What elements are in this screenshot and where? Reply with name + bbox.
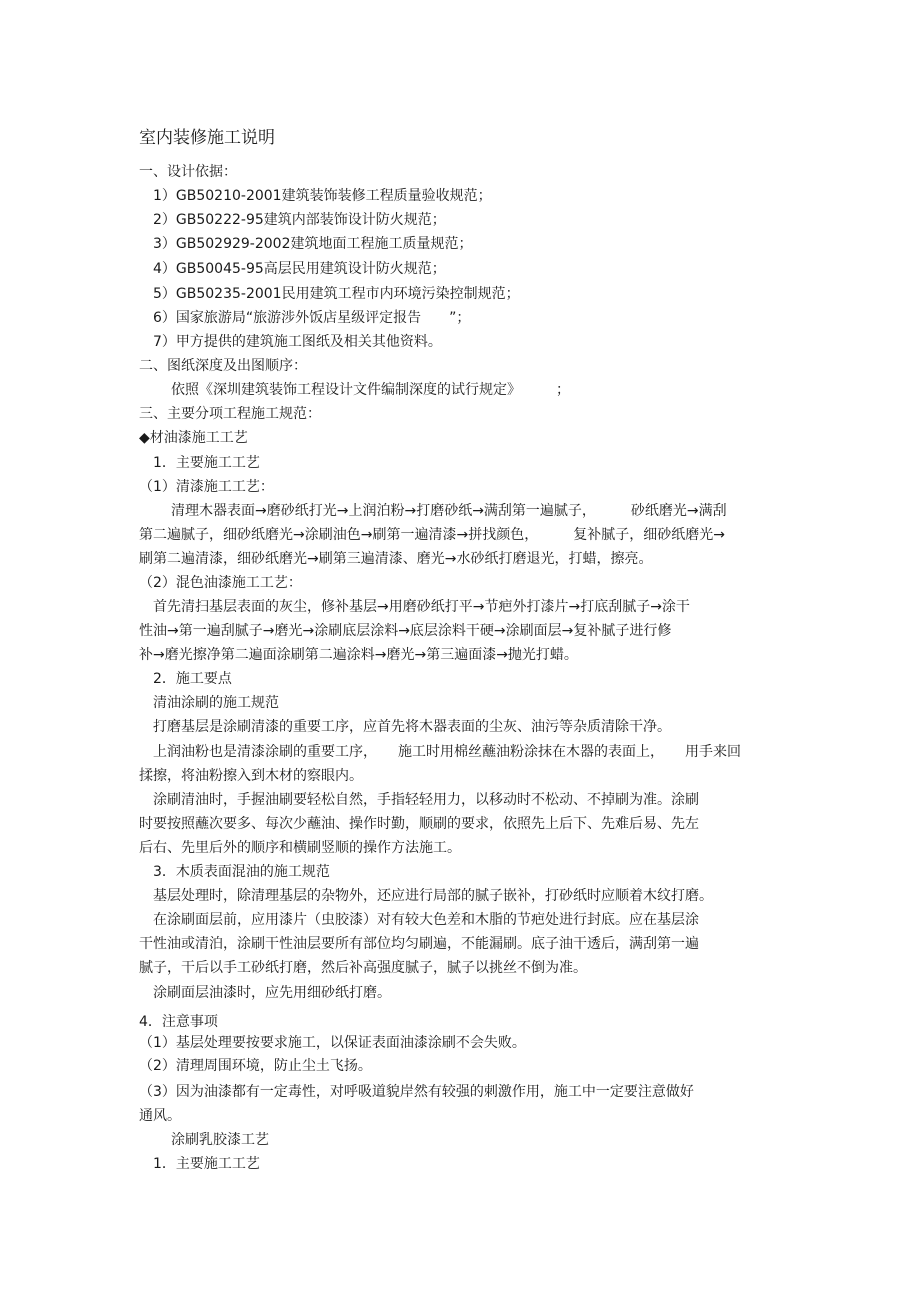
subsection-heading: （2）混色油漆施工工艺：	[139, 575, 302, 591]
section-heading: 二、图纸深度及出图顺序：	[139, 358, 307, 374]
subsection-heading: 清油涂刷的施工规范	[153, 695, 279, 711]
paragraph-line: 打磨基层是涂刷清漆的重要工序，应首先将木器表面的尘灰、油污等杂质清除干净。	[153, 719, 671, 735]
paragraph-line: 补→磨光擦净第二遍面涂刷第二遍涂料→磨光→第三遍面漆→抛光打蜡。	[139, 647, 578, 663]
paragraph-line: 第二遍腻子，细砂纸磨光→涂刷油色→刷第一遍清漆→拼找颜色， 复补腻子，细砂纸磨光→	[139, 527, 725, 543]
document-title: 室内装修施工说明	[139, 128, 275, 148]
paragraph-line: 在涂刷面层前，应用漆片（虫胶漆）对有较大色差和木脂的节疤处进行封底。应在基层涂	[153, 912, 699, 928]
list-item: 5）GB50235-2001民用建筑工程市内环境污染控制规范；	[153, 286, 520, 302]
paragraph-line: 干性油或清泊，涂刷干性油层要所有部位均匀刷遍，不能漏刷。底子油干透后，满刮第一遍	[139, 936, 699, 952]
section-heading: 一、设计依据：	[139, 164, 237, 180]
list-item: 3）GB502929-2002建筑地面工程施工质量规范；	[153, 236, 473, 252]
paragraph-line: 上润油粉也是清漆涂刷的重要工序， 施工时用棉丝蘸油粉涂抹在木器的表面上， 用手来回	[153, 744, 741, 760]
paragraph-line: 刷第二遍清漆，细砂纸磨光→刷第三遍清漆、磨光→水砂纸打磨退光，打蜡，擦亮。	[139, 551, 653, 567]
subsection-heading: 涂刷乳胶漆工艺	[171, 1132, 269, 1148]
paragraph-line: 涂刷清油时，手握油刷要轻松自然，手指轻轻用力，以移动时不松动、不掉刷为准。涂刷	[153, 792, 699, 808]
subsection-heading: （1）清漆施工工艺：	[139, 479, 274, 495]
paragraph-line: 基层处理时，除清理基层的杂物外，还应进行局部的腻子嵌补，打砂纸时应顺着木纹打磨。	[153, 888, 713, 904]
paragraph-line: 依照《深圳建筑装饰工程设计文件编制深度的试行规定》 ；	[171, 382, 570, 398]
subsection-heading: 1．主要施工工艺	[153, 455, 260, 471]
paragraph-line: 清理木器表面→磨砂纸打光→上润泊粉→打磨砂纸→满刮第一遍腻子， 砂纸磨光→满刮	[171, 503, 727, 519]
list-item: 2）GB50222-95建筑内部装饰设计防火规范；	[153, 212, 446, 228]
subsection-heading: 1．主要施工工艺	[153, 1156, 260, 1172]
paragraph-line: 时要按照蘸次要多、每次少蘸油、操作时勤，顺刷的要求，依照先上后下、先难后易、先左	[139, 816, 699, 832]
section-heading: 三、主要分项工程施工规范：	[139, 406, 321, 422]
paragraph-line: 性油→第一遍刮腻子→磨光→涂刷底层涂料→底层涂料干硬→涂刷面层→复补腻子进行修	[139, 623, 672, 639]
list-item: 4）GB50045-95高层民用建筑设计防火规范；	[153, 261, 446, 277]
paragraph-line: 通风。	[139, 1108, 181, 1124]
list-item: （1）基层处理要按要求施工，以保证表面油漆涂刷不会失败。	[139, 1035, 526, 1051]
list-item: 6）国家旅游局“旅游涉外饭店星级评定报告 ”；	[153, 310, 471, 326]
paragraph-line: 涂刷面层油漆时，应先用细砂纸打磨。	[153, 985, 391, 1001]
paragraph-line: 后右、先里后外的顺序和横刷竖顺的操作方法施工。	[139, 840, 461, 856]
list-item: （2）清理周围环境，防止尘土飞扬。	[139, 1058, 372, 1074]
subsection-heading: 2．施工要点	[153, 671, 232, 687]
subsection-heading: 4．注意事项	[139, 1014, 218, 1030]
list-item: 7）甲方提供的建筑施工图纸及相关其他资料。	[153, 334, 442, 350]
list-item: （3）因为油漆都有一定毒性，对呼吸道貌岸然有较强的刺激作用，施工中一定要注意做好	[139, 1084, 694, 1100]
list-item: 1）GB50210-2001建筑装饰装修工程质量验收规范；	[153, 188, 492, 204]
paragraph-line: 揉擦，将油粉擦入到木材的察眼内。	[139, 768, 363, 784]
subsection-heading: ◆材油漆施工工艺	[139, 430, 248, 446]
subsection-heading: 3．木质表面混油的施工规范	[153, 864, 330, 880]
paragraph-line: 腻子，干后以手工砂纸打磨，然后补高强度腻子，腻子以挑丝不倒为准。	[139, 960, 587, 976]
paragraph-line: 首先清扫基层表面的灰尘，修补基层→用磨砂纸打平→节疤外打漆片→打底刮腻子→涂干	[153, 599, 690, 615]
